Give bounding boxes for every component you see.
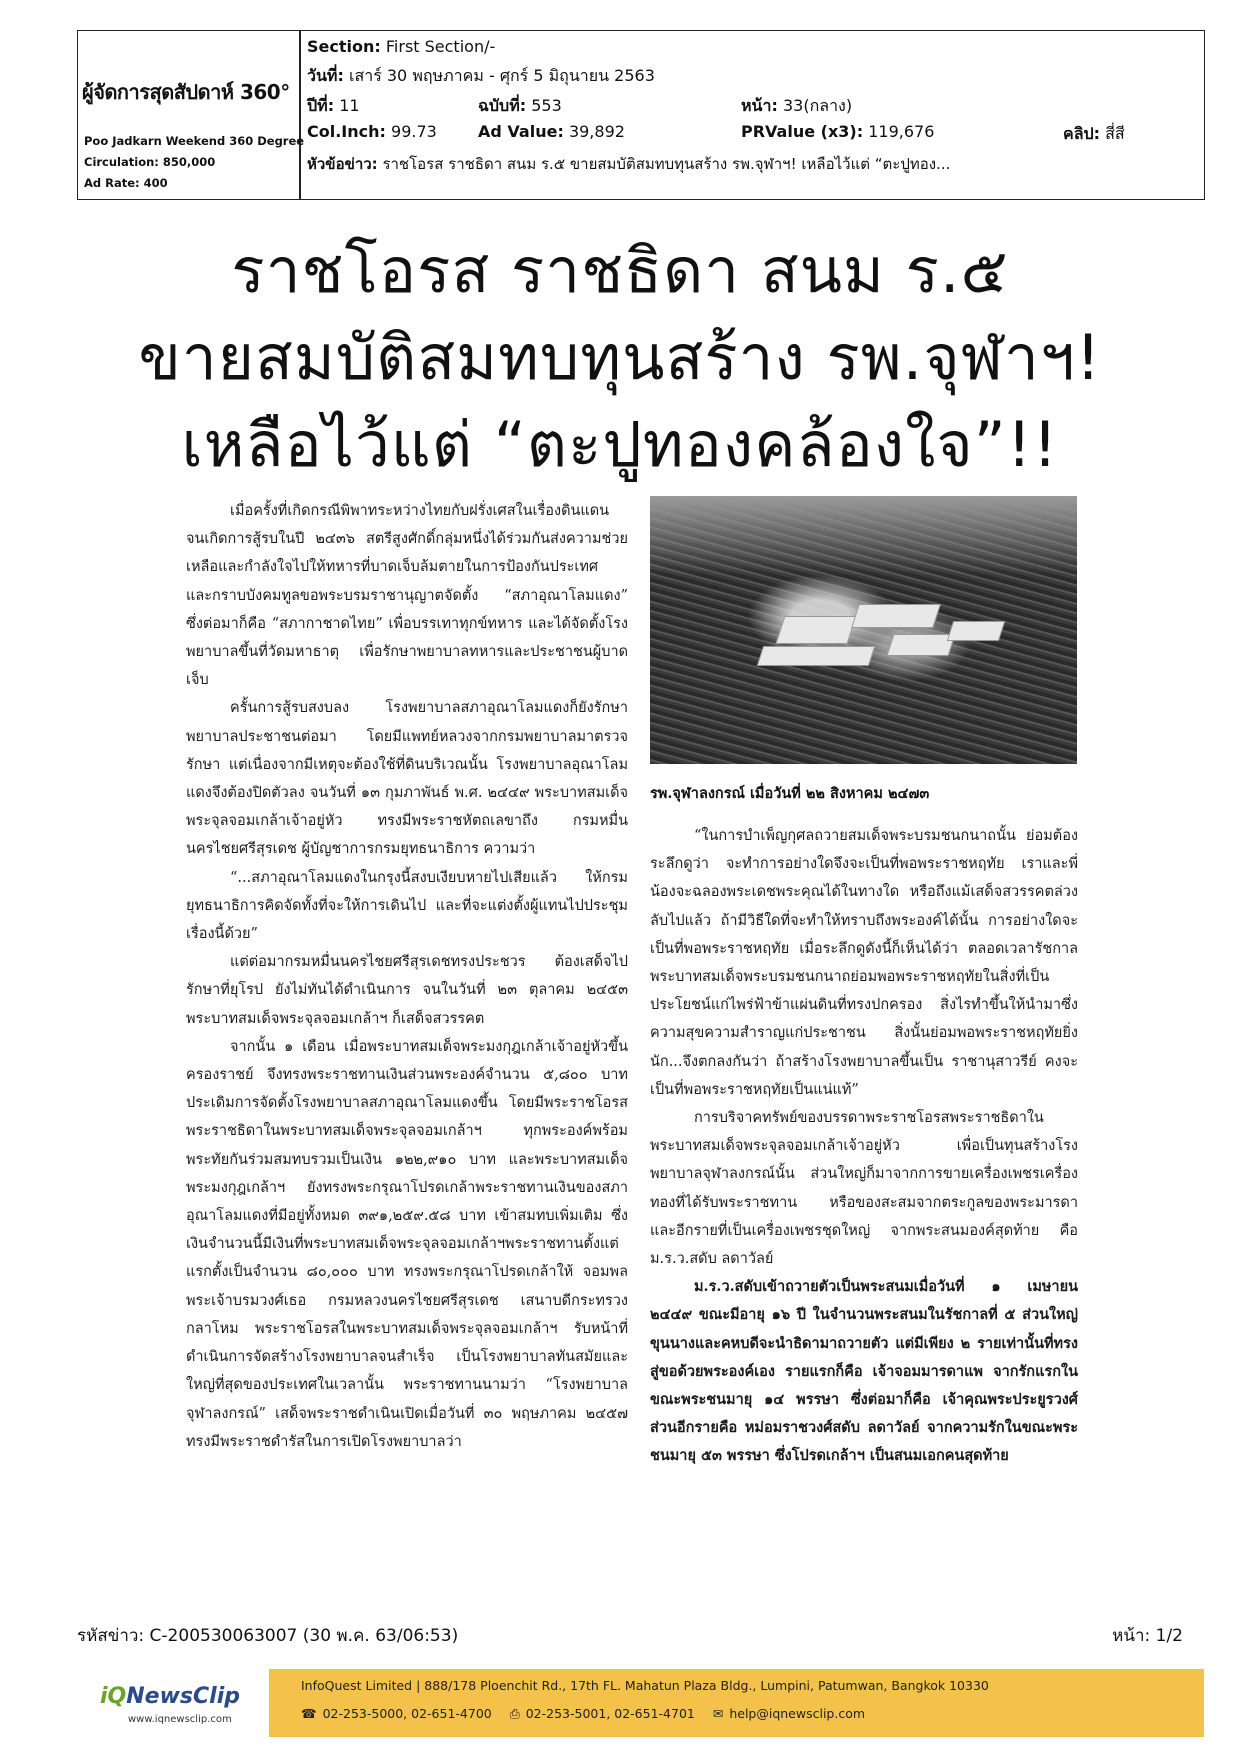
header-divider [299, 31, 301, 199]
section-label: Section: [307, 37, 381, 56]
topic-value: ราชโอรส ราชธิดา สนม ร.๕ ขายสมบัติสมทบทุนสร้าง รพ.จุฬาฯ! เหลือไว้แต่ “ตะปูทอง... [382, 155, 951, 173]
publication-en-name: Poo Jadkarn Weekend 360 Degree [84, 134, 305, 148]
footer-contact-bar [269, 1669, 1204, 1737]
iqnewsclip-logo [100, 1670, 270, 1740]
page-label: หน้า: [741, 96, 778, 115]
photo-sky-haze [650, 496, 1077, 576]
news-reference-code: รหัสข่าว: C-200530063007 (30 พ.ค. 63/06:53) [77, 1626, 459, 1646]
paragraph-4: แต่ต่อมากรมหมื่นนครไชยศรีสุรเดชทรงประชวร ต้องเสด็จไปรักษาที่ยุโรป ยังไม่ทันได้ดำเนินการ จนในวันที่ ๒๓ ตุลาคม ๒๔๕๓ พระบาทสมเด็จพระจุลจอมเกล้าฯ ก็เสด็จสวรรคต [186, 954, 628, 1027]
ad-rate: Ad Rate: 400 [84, 176, 168, 190]
paragraph-8: ม.ร.ว.สดับเข้าถวายตัวเป็นพระสนมเมื่อวันที่ ๑ เมษายน ๒๔๔๙ ขณะมีอายุ ๑๖ ปี ในจำนวนพระสนมในรัชกาลที่ ๕ ส่วนใหญ่ขุนนางและคหบดีจะนำธิดามาถวายตัว แต่มีเพียง ๒ รายเท่านั้นที่ทรงสู่ขอด้วยพระองค์เอง รายแรกก็คือ เจ้าจอมมารดาแพ จากรักแรกในขณะพระชนมายุ ๑๔ พรรษา ซึ่งต่อมาก็คือ เจ้าคุณพระประยูรวงศ์ ส่วนอีกรายคือ หม่อมราชวงศ์สดับ ลดาวัลย์ จากความรักในขณะพระชนมายุ ๕๓ พรรษา ซึ่งโปรดเกล้าฯ เป็นสนมเอกคนสุดท้าย [650, 1278, 1078, 1465]
phone-number: 02-253-5000, 02-651-4700 [322, 1706, 492, 1721]
topic-label: หัวข้อข่าว: [307, 155, 378, 173]
headline-line-3: เหลือไว้แต่ “ตะปูทองคล้องใจ”!! [181, 408, 1059, 481]
fax-icon: ⎙ [509, 1706, 520, 1721]
headline-line-1: ราชโอรส ราชธิดา สนม ร.๕ [231, 234, 1009, 307]
date-label: วันที่: [307, 66, 344, 85]
colinch-value: 99.73 [391, 122, 437, 141]
email-address: help@iqnewsclip.com [729, 1706, 866, 1721]
paragraph-2: ครั้นการสู้รบสงบลง โรงพยาบาลสภาอุณาโลมแดงก็ยังรักษาพยาบาลประชาชนต่อมา โดยมีแพทย์หลวงจากกรมพยาบาลมาตรวจรักษา แต่เนื่องจากมีเหตุจะต้องใช้ที่ดินบริเวณนั้น โรงพยาบาลอุณาโลมแดงจึงต้องปิดตัวลง จนวันที่ ๑๓ กุมภาพันธ์ พ.ศ. ๒๔๔๙ พระบาทสมเด็จพระจุลจอมเกล้าเจ้าอยู่หัว ทรงมีพระราชหัตถเลขาถึง กรมหมื่นนครไชยศรีสุรเดช ผู้บัญชาการกรมยุทธนาธิการ ความว่า [186, 700, 628, 858]
photo-building [851, 604, 941, 628]
paragraph-1: เมื่อครั้งที่เกิดกรณีพิพาทระหว่างไทยกับฝรั่งเศสในเรื่องดินแดน จนเกิดการสู้รบในปี ๒๔๓๖ สตรีสูงศักดิ์กลุ่มหนึ่งได้ร่วมกันส่งความช่วยเหลือและกำลังใจไปให้ทหารที่บาดเจ็บล้มตายในการป้องกันประเทศ และกราบบังคมทูลขอพระบรมราชานุญาตจัดตั้ง “สภาอุณาโลมแดง” ซึ่งต่อมาก็คือ “สภากาชาดไทย” เพื่อบรรเทาทุกข์ทหาร และได้จัดตั้งโรงพยาบาลขึ้นที่วัดมหาธาตุ เพื่อรักษาพยาบาลทหารและประชาชนผู้บาดเจ็บ [186, 503, 628, 689]
phone-icon: ☎ [301, 1706, 317, 1721]
date-value: เสาร์ 30 พฤษภาคม - ศุกร์ 5 มิถุนายน 2563 [348, 66, 655, 85]
year-value: 11 [339, 96, 360, 115]
logo-wordmark [100, 1684, 240, 1709]
photo-building [775, 616, 856, 644]
paragraph-3-quote: “...สภาอุณาโลมแดงในกรุงนี้สงบเงียบหายไปเสียแล้ว ให้กรมยุทธนาธิการคิดจัดทั้งที่จะให้การเดินไป และที่จะแต่งตั้งผู้แทนไปประชุมเรื่องนี้ด้วย” [186, 869, 628, 943]
page-value: 33(กลาง) [782, 96, 853, 115]
colinch-label: Col.Inch: [307, 122, 386, 141]
company-address: InfoQuest Limited | 888/178 Ploenchit Rd., 17th FL. Mahatun Plaza Bldg., Lumpini, Patumwan, Bangkok 10330 [301, 1678, 989, 1693]
logo-prefix: iQ [100, 1684, 127, 1709]
paragraph-6-quote: “ในการบำเพ็ญกุศลถวายสมเด็จพระบรมชนกนาถนั้น ย่อมต้องระลึกดูว่า จะทำการอย่างใดจึงจะเป็นที่พอพระราชหฤทัย เราและพี่น้องจะฉลองพระเดชพระคุณได้ในทางใด หรือถึงแม้เสด็จสวรรคตล่วงลับไปแล้ว ถ้ามีวิธีใดที่จะทำให้ทราบถึงพระองค์ได้นั้น การอย่างใดจะเป็นที่พอพระราชหฤทัย เมื่อระลึกดูดังนี้ก็เห็นได้ว่า ตลอดเวลารัชกาลพระบาทสมเด็จพระบรมชนกนาถย่อมพอพระราชหฤทัยในสิ่งที่เป็นประโยชน์แก่ไพร่ฟ้าข้าแผ่นดินที่ทรงปกครอง สิ่งไรทำขึ้นให้นำมาซึ่งความสุขความสำราญแก่ประชาชน สิ่งนั้นย่อมพอพระราชหฤทัยยิ่งนัก...จึงตกลงกันว่า ถ้าสร้างโรงพยาบาลขึ้นเป็น ราชานุสาวรีย์ คงจะเป็นที่พอพระราชหฤทัยเป็นแน่แท้” [650, 828, 1078, 1098]
photo-building [947, 621, 1005, 641]
topic-row [307, 152, 950, 176]
prvalue-value: 119,676 [868, 122, 935, 141]
issue-value: 553 [531, 96, 562, 115]
clip-label: คลิป: [1063, 124, 1101, 143]
paragraph-5: จากนั้น ๑ เดือน เมื่อพระบาทสมเด็จพระมงกุฎเกล้าเจ้าอยู่หัวขึ้นครองราชย์ จึงทรงพระราชทานเงินส่วนพระองค์จำนวน ๕,๘๐๐ บาท ประเดิมการจัดตั้งโรงพยาบาลสภาอุณาโลมแดงขึ้น โดยมีพระราชโอรสพระราชธิดาในพระบาทสมเด็จพระจุลจอมเกล้าฯ ทุกพระองค์พร้อมพระทัยกันร่วมสมทบรวมเป็นเงิน ๑๒๒,๙๑๐ บาท และพระบาทสมเด็จพระมงกุฎเกล้าฯ ยังทรงพระกรุณาโปรดเกล้าพระราชทานเงินของสภาอุณาโลมแดงที่มีอยู่ทั้งหมด ๓๙๑,๒๕๙.๕๘ บาท เข้าสมทบเพิ่มเติม ซึ่งเงินจำนวนนี้มีเงินที่พระบาทสมเด็จพระจุลจอมเกล้าฯพระราชทานตั้งแต่แรกตั้งเป็นจำนวน ๘๐,๐๐๐ บาท ทรงพระกรุณาโปรดเกล้าให้ จอมพลพระเจ้าบรมวงศ์เธอ กรมหลวงนครไชยศรีสุรเดช เสนาบดีกระทรวงกลาโหม พระราชโอรสในพระบาทสมเด็จพระจุลจอมเกล้าฯ รับหน้าที่ดำเนินการจัดสร้างโรงพยาบาลจนสำเร็จ เป็นโรงพยาบาลทันสมัยและใหญ่ที่สุดของประเทศในเวลานั้น พระราชทานนามว่า “โรงพยาบาลจุฬาลงกรณ์” เสด็จพระราชดำเนินเปิดเมื่อวันที่ ๓๐ พฤษภาคม ๒๔๕๗ ทรงมีพระราชดำรัสในการเปิดโรงพยาบาลว่า [186, 1038, 628, 1450]
photo-caption: รพ.จุฬาลงกรณ์ เมื่อวันที่ ๒๒ สิงหาคม ๒๔๗๓ [650, 785, 930, 802]
issue-label: ฉบับที่: [478, 96, 527, 115]
section-row [307, 37, 495, 56]
page-row [741, 94, 852, 119]
section-value: First Section/- [385, 37, 496, 56]
envelope-icon: ✉ [712, 1706, 724, 1721]
contact-line [301, 1706, 865, 1722]
year-label: ปีที่: [307, 96, 335, 115]
date-row [307, 64, 655, 89]
fax-number: 02-253-5001, 02-651-4701 [525, 1706, 695, 1721]
advalue-value: 39,892 [568, 122, 625, 141]
hospital-photo [650, 496, 1077, 764]
advalue-row [478, 122, 625, 141]
advalue-label: Ad Value: [478, 122, 564, 141]
photo-building [757, 646, 875, 666]
headline-line-2: ขายสมบัติสมทบทุนสร้าง รพ.จุฬาฯ! [138, 321, 1102, 394]
clip-row [1063, 122, 1125, 147]
clip-value: สี่สี [1105, 124, 1125, 143]
logo-url: www.iqnewsclip.com [128, 1714, 232, 1725]
issue-row [478, 94, 562, 119]
colinch-row [307, 122, 437, 141]
article-left-column [186, 497, 628, 1612]
clipping-header [77, 30, 1205, 200]
circulation: Circulation: 850,000 [84, 155, 216, 169]
year-row [307, 94, 360, 119]
article-right-column [650, 822, 1078, 1612]
logo-text: NewsClip [126, 1684, 240, 1709]
paragraph-7: การบริจาคทรัพย์ของบรรดาพระราชโอรสพระราชธิดาในพระบาทสมเด็จพระจุลจอมเกล้าเจ้าอยู่หัว เพื่อเป็นทุนสร้างโรงพยาบาลจุฬาลงกรณ์นั้น ส่วนใหญ่ก็มาจากการขายเครื่องเพชรเครื่องทองที่ได้รับพระราชทาน หรือของสะสมจากตระกูลของพระมารดา และอีกรายที่เป็นเครื่องเพชรชุดใหญ่ จากพระสนมองค์สุดท้าย คือ ม.ร.ว.สดับ ลดาวัลย์ [650, 1110, 1078, 1268]
prvalue-row [741, 122, 934, 141]
photo-building [886, 634, 955, 656]
prvalue-label: PRValue (x3): [741, 122, 864, 141]
page-number: หน้า: 1/2 [1112, 1626, 1183, 1646]
publication-name: ผู้จัดการสุดสัปดาห์ 360° [82, 80, 290, 104]
